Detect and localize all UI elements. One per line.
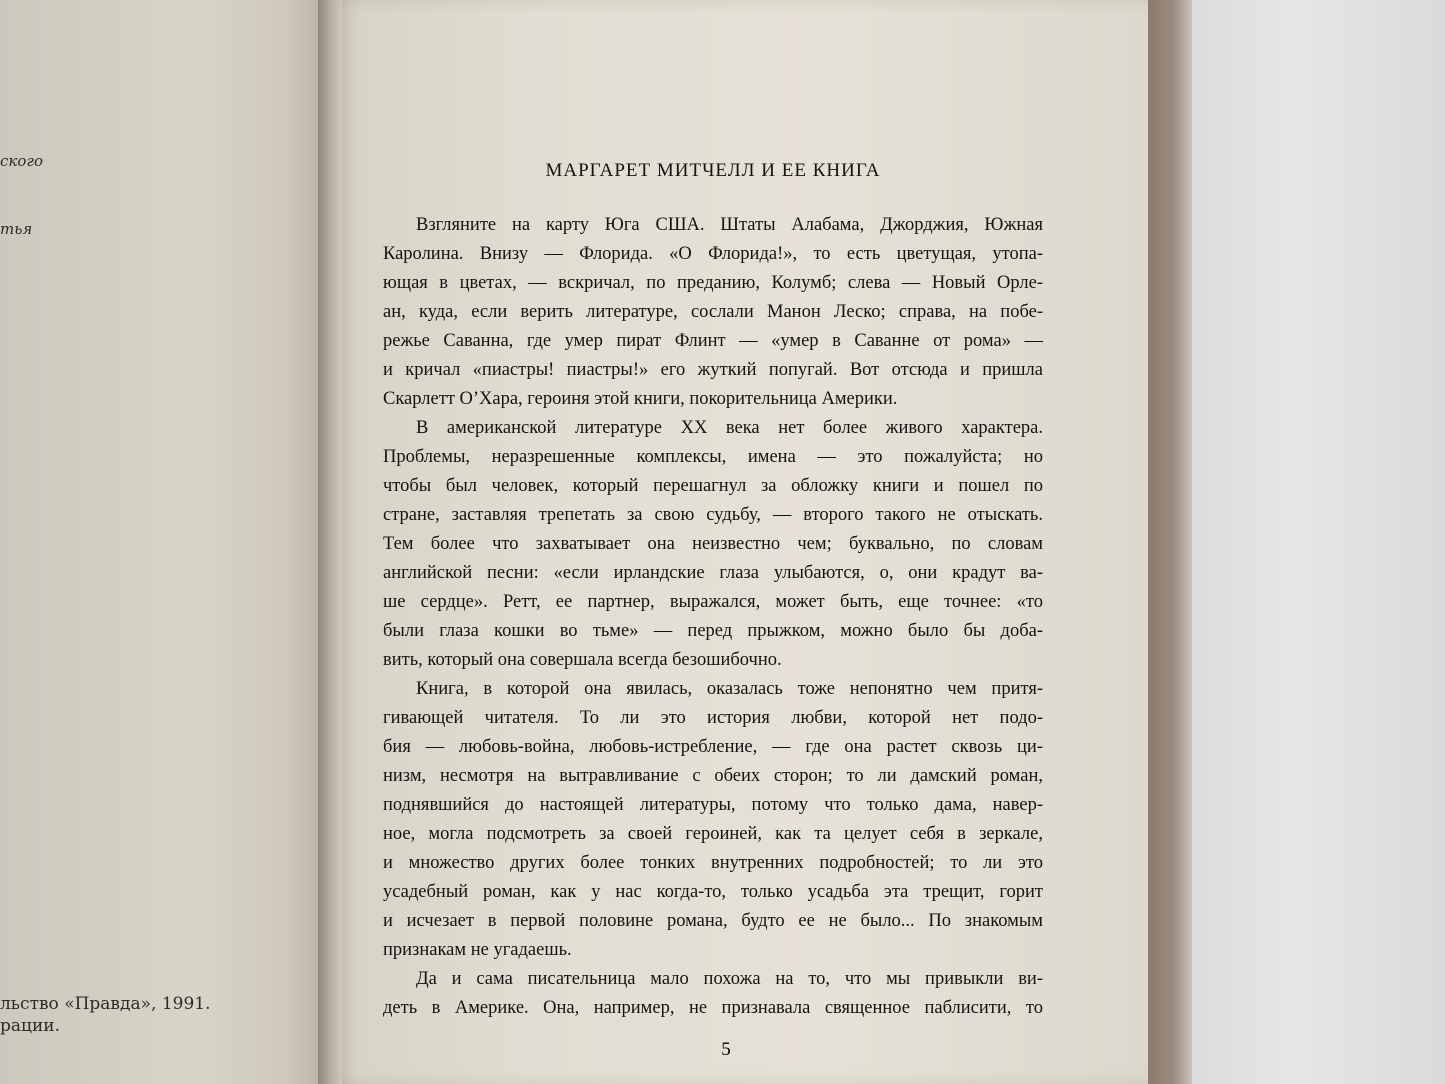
text-line: усадебный роман, как у нас когда-то, только усадьба эта трещит, горит <box>383 882 1043 902</box>
text-line: ющая в цветах, — вскричал, по преданию, Колумб; слева — Новый Орле- <box>383 273 1043 293</box>
book-gutter <box>318 0 342 1084</box>
text-line: и исчезает в первой половине романа, будто ее не было... По знакомым <box>383 911 1043 931</box>
right-page-text <box>383 0 1043 1084</box>
text-line: и множество других более тонких внутренних подробностей; то ли это <box>383 853 1043 873</box>
left-page <box>0 0 325 1084</box>
left-page-imprint: рации. <box>0 1016 61 1036</box>
text-line: Тем более что захватывает она неизвестно чем; буквально, по словам <box>383 534 1043 554</box>
text-line: были глаза кошки во тьме» — перед прыжком, можно было бы доба- <box>383 621 1043 641</box>
text-line: Проблемы, неразрешенные комплексы, имена — это пожалуйста; но <box>383 447 1043 467</box>
text-line: бия — любовь-война, любовь-истребление, — где она растет сквозь ци- <box>383 737 1043 757</box>
text-line: и кричал «пиастры! пиастры!» его жуткий попугай. Вот отсюда и пришла <box>383 360 1043 380</box>
text-line: английской песни: «если ирландские глаза улыбаются, о, они крадут ва- <box>383 563 1043 583</box>
page-number: 5 <box>721 1039 731 1060</box>
text-line: стране, заставляя трепетать за свою судьбу, — второго такого не отыскать. <box>383 505 1043 525</box>
left-page-imprint: льство «Правда», 1991. <box>0 994 211 1014</box>
text-line: ан, куда, если верить литературе, сослали Манон Леско; справа, на побе- <box>383 302 1043 322</box>
text-line: Да и сама писательница мало похожа на то, что мы привыкли ви- <box>416 969 1043 989</box>
text-line: признакам не угадаешь. <box>383 940 572 960</box>
left-page-fragment: ского <box>0 152 44 170</box>
text-line: поднявшийся до настоящей литературы, потому что только дама, навер- <box>383 795 1043 815</box>
text-line: низм, несмотря на вытравливание с обеих сторон; то ли дамский роман, <box>383 766 1043 786</box>
text-line: режье Саванна, где умер пират Флинт — «умер в Саванне от рома» — <box>383 331 1043 351</box>
text-line: Книга, в которой она явилась, оказалась тоже непонятно чем притя- <box>416 679 1043 699</box>
chapter-title: МАРГАРЕТ МИТЧЕЛЛ И ЕЕ КНИГА <box>545 160 881 181</box>
text-line: Скарлетт О’Хара, героиня этой книги, покорительница Америки. <box>383 389 898 409</box>
text-line: Взгляните на карту Юга США. Штаты Алабама, Джорджия, Южная <box>416 215 1043 235</box>
text-line: Каролина. Внизу — Флорида. «О Флорида!», то есть цветущая, утопа- <box>383 244 1043 264</box>
text-line: ше сердце». Ретт, ее партнер, выражался, может быть, еще точнее: «то <box>383 592 1043 612</box>
text-line: гивающей читателя. То ли это история любви, которой нет подо- <box>383 708 1043 728</box>
text-line: ное, могла подсмотреть за своей героиней, как та целует себя в зеркале, <box>383 824 1043 844</box>
text-line: деть в Америке. Она, например, не признавала священное паблисити, то <box>383 998 1043 1018</box>
text-line: В американской литературе XX века нет более живого характера. <box>416 418 1043 438</box>
left-page-fragment: тья <box>0 220 33 238</box>
text-line: вить, который она совершала всегда безошибочно. <box>383 650 782 670</box>
text-line: чтобы был человек, который перешагнул за обложку книги и пошел по <box>383 476 1043 496</box>
